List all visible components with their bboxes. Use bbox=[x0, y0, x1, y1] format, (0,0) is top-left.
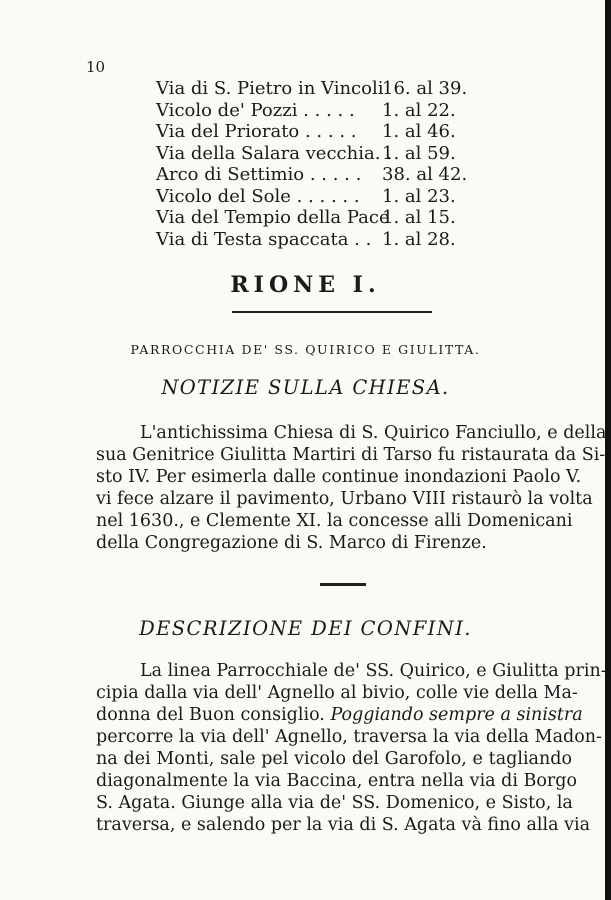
text-line: sto IV. Per esimerla dalle continue inondazioni Paolo V. bbox=[96, 467, 582, 487]
text-segment: donna del Buon consiglio. bbox=[96, 705, 325, 725]
street-list bbox=[156, 78, 516, 250]
street-row bbox=[156, 164, 516, 186]
street-name: Via del Priorato . . . . . bbox=[156, 121, 357, 142]
street-range: 1. al 22. bbox=[382, 99, 456, 121]
text-line: sua Genitrice Giulitta Martiri di Tarso fu ristaurata da Si- bbox=[96, 445, 606, 465]
text-line: S. Agata. Giunge alla via de' SS. Domenico, e Sisto, la bbox=[96, 793, 573, 813]
street-name: Via di S. Pietro in Vincoli bbox=[156, 78, 384, 99]
parish-title: PARROCCHIA DE' SS. QUIRICO E GIULITTA. bbox=[130, 342, 481, 357]
rione-title: RIONE I. bbox=[230, 272, 381, 298]
text-line bbox=[96, 704, 583, 726]
text-line: na dei Monti, sale pel vicolo del Garofolo, e tagliando bbox=[96, 749, 572, 769]
page-edge bbox=[605, 0, 611, 900]
street-row bbox=[156, 207, 516, 229]
text-line: percorre la via dell' Agnello, traversa la via della Madon- bbox=[96, 727, 602, 747]
church-notes-paragraph bbox=[96, 422, 607, 554]
italic-segment: Poggiando sempre a sinistra bbox=[330, 705, 583, 725]
boundaries-heading: DESCRIZIONE DEI CONFINI. bbox=[139, 617, 472, 640]
street-name: Via del Tempio della Pace bbox=[156, 207, 390, 228]
text-line: traversa, e salendo per la via di S. Agata và fino alla via bbox=[96, 815, 591, 835]
street-name: Vicolo del Sole . . . . . . bbox=[156, 185, 360, 207]
street-row bbox=[156, 78, 516, 100]
street-name: Vicolo de' Pozzi . . . . . bbox=[156, 99, 355, 121]
church-notes-heading: NOTIZIE SULLA CHIESA. bbox=[161, 376, 450, 399]
text-line: L'antichissima Chiesa di S. Quirico Fanciullo, e della bbox=[140, 423, 607, 443]
text-line: della Congregazione di S. Marco di Firenze. bbox=[96, 533, 487, 553]
page-number: 10 bbox=[86, 58, 106, 76]
street-row bbox=[156, 143, 516, 165]
street-name: Via della Salara vecchia. . bbox=[156, 142, 392, 164]
street-range: 1. al 15. bbox=[382, 207, 456, 228]
street-row bbox=[156, 229, 516, 251]
street-row bbox=[156, 186, 516, 208]
divider-rule bbox=[232, 311, 432, 313]
street-row bbox=[156, 121, 516, 143]
street-range: 1. al 59. bbox=[382, 142, 456, 164]
street-name: Arco di Settimio . . . . . bbox=[156, 164, 362, 185]
street-range: 1. al 28. bbox=[382, 228, 456, 250]
text-line: La linea Parrocchiale de' SS. Quirico, e Giulitta prin- bbox=[140, 661, 607, 681]
street-row bbox=[156, 100, 516, 122]
text-line: diagonalmente la via Baccina, entra nella via di Borgo bbox=[96, 771, 578, 791]
street-range: 1. al 46. bbox=[382, 121, 456, 142]
text-line: vi fece alzare il pavimento, Urbano VIII ristaurò la volta bbox=[96, 489, 593, 509]
boundaries-paragraph bbox=[96, 660, 607, 836]
ornament-rule bbox=[320, 583, 366, 586]
street-range: 1. al 23. bbox=[382, 185, 456, 207]
street-name: Via di Testa spaccata . . bbox=[156, 228, 372, 250]
text-line: nel 1630., e Clemente XI. la concesse alli Domenicani bbox=[96, 511, 573, 531]
text-line: cipia dalla via dell' Agnello al bivio, colle vie della Ma- bbox=[96, 683, 578, 703]
street-range: 38. al 42. bbox=[382, 164, 468, 185]
street-range: 16. al 39. bbox=[382, 78, 468, 99]
